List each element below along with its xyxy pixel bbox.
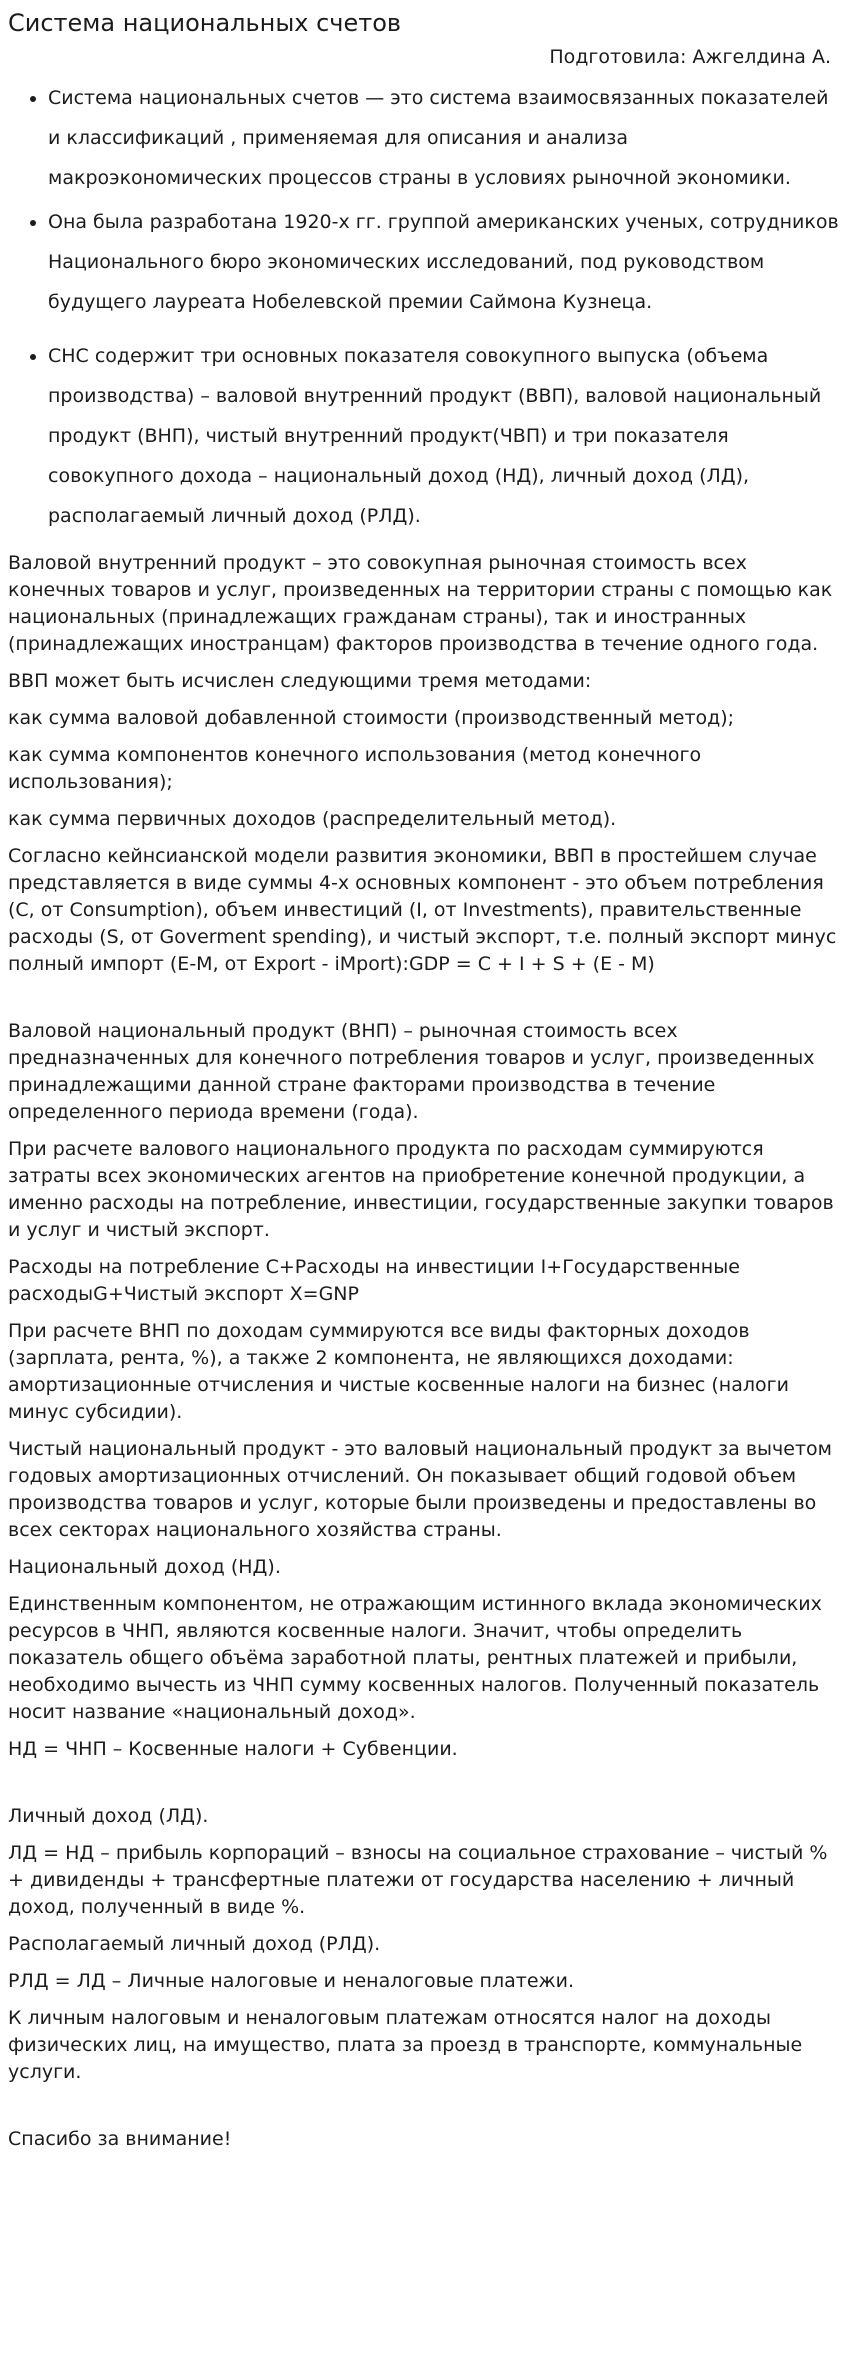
pi-formula: ЛД = НД – прибыль корпораций – взносы на социальное страхование – чистый % + дивиденды + трансфертные платежи от государства населению + личный доход, полученный в виде %. [8, 1842, 828, 1918]
gdp-method-distribution: как сумма первичных доходов (распределительный метод). [8, 808, 617, 830]
gnp-expense-method: При расчете валового национального продукта по расходам суммируются затраты всех экономических агентов на приобретение конечной продукции, а именно расходы на потребление, инвестиции, государственные закупки товаров и услуг и чистый экспорт. [8, 1138, 834, 1241]
gdp-methods-intro: ВВП может быть исчислен следующими тремя методами: [8, 670, 592, 692]
dpi-formula: РЛД = ЛД – Личные налоговые и неналоговые платежи. [8, 1970, 575, 1992]
spacer [8, 1773, 839, 1803]
bullet-item: • Система национальных счетов — это система взаимосвязанных показателей и классификаций , применяемая для описания и анализа макроэкономических процессов страны в условиях рыночной экономики. [48, 78, 839, 198]
author-line: Подготовила: Ажгелдина А. [549, 46, 831, 68]
page-title: Система национальных счетов [8, 9, 402, 37]
gdp-method-production: как сумма валовой добавленной стоимости (производственный метод); [8, 707, 735, 729]
ni-heading: Национальный доход (НД). [8, 1556, 281, 1578]
spacer [8, 2096, 839, 2126]
personal-taxes-paragraph: К личным налоговым и неналоговым платежам относятся налог на доходы физических лиц, на имущество, плата за проезд в транспорте, коммунальные услуги. [8, 2007, 803, 2083]
pi-heading: Личный доход (ЛД). [8, 1805, 209, 1827]
gdp-definition: Валовой внутренний продукт – это совокупная рыночная стоимость всех конечных товаров и услуг, произведенных на территории страны с помощью как национальных (принадлежащих гражданам страны), так и иностранных (принадлежащих иностранцам) факторов производства в течение одного года. [8, 552, 833, 655]
gnp-income-method: При расчете ВНП по доходам суммируются все виды факторных доходов (зарплата, рента, %), а также 2 компонента, не являющихся доходами: амортизационные отчисления и чистые косвенные налоги на бизнес (налоги минус субсидии). [8, 1320, 789, 1423]
keynes-model-paragraph: Согласно кейнсианской модели развития экономики, ВВП в простейшем случае представляется в виде суммы 4-х основных компонент - это объем потребления (C, от Consumption), объем инвестиций (I, от Investments), правительственные расходы (S, от Goverment spending), и чистый экспорт, т.е. полный экспорт минус полный импорт (E-M, от Export - iMport):GDP = C + I + S + (E - M) [8, 845, 837, 975]
dpi-heading: Располагаемый личный доход (РЛД). [8, 1933, 381, 1955]
nnp-definition: Чистый национальный продукт - это валовый национальный продукт за вычетом годовых амортизационных отчислений. Он показывает общий годовой объем производства товаров и услуг, которые были произведены и предоставлены во всех секторах национального хозяйства страны. [8, 1438, 832, 1541]
intro-bullet-list [8, 78, 839, 536]
bullet-item: • СНС содержит три основных показателя совокупного выпуска (объема производства) – валовой внутренний продукт (ВВП), валовой национальный продукт (ВНП), чистый внутренний продукт(ЧВП) и три показателя совокупного дохода – национальный доход (НД), личный доход (ЛД), располагаемый личный доход (РЛД). [48, 336, 839, 536]
spacer [8, 988, 839, 1018]
bullet-item: • Она была разработана 1920-х гг. группой американских ученых, сотрудников Национального бюро экономических исследований, под руководством будущего лауреата Нобелевской премии Саймона Кузнеца. [48, 202, 839, 322]
ni-definition: Единственным компонентом, не отражающим истинного вклада экономических ресурсов в ЧНП, являются косвенные налоги. Значит, чтобы определить показатель общего объёма заработной платы, рентных платежей и прибыли, необходимо вычесть из ЧНП сумму косвенных налогов. Полученный показатель носит название «национальный доход». [8, 1593, 822, 1723]
ni-formula: НД = ЧНП – Косвенные налоги + Субвенции. [8, 1738, 458, 1760]
gnp-definition: Валовой национальный продукт (ВНП) – рыночная стоимость всех предназначенных для конечного потребления товаров и услуг, произведенных принадлежащими данной стране факторами производства в течение определенного периода времени (года). [8, 1020, 815, 1123]
gnp-formula: Расходы на потребление С+Расходы на инвестиции I+Государственные расходыG+Чистый экспорт X=GNP [8, 1256, 740, 1305]
thanks-line: Спасибо за внимание! [8, 2128, 232, 2150]
gdp-method-final-use: как сумма компонентов конечного использования (метод конечного использования); [8, 744, 702, 793]
